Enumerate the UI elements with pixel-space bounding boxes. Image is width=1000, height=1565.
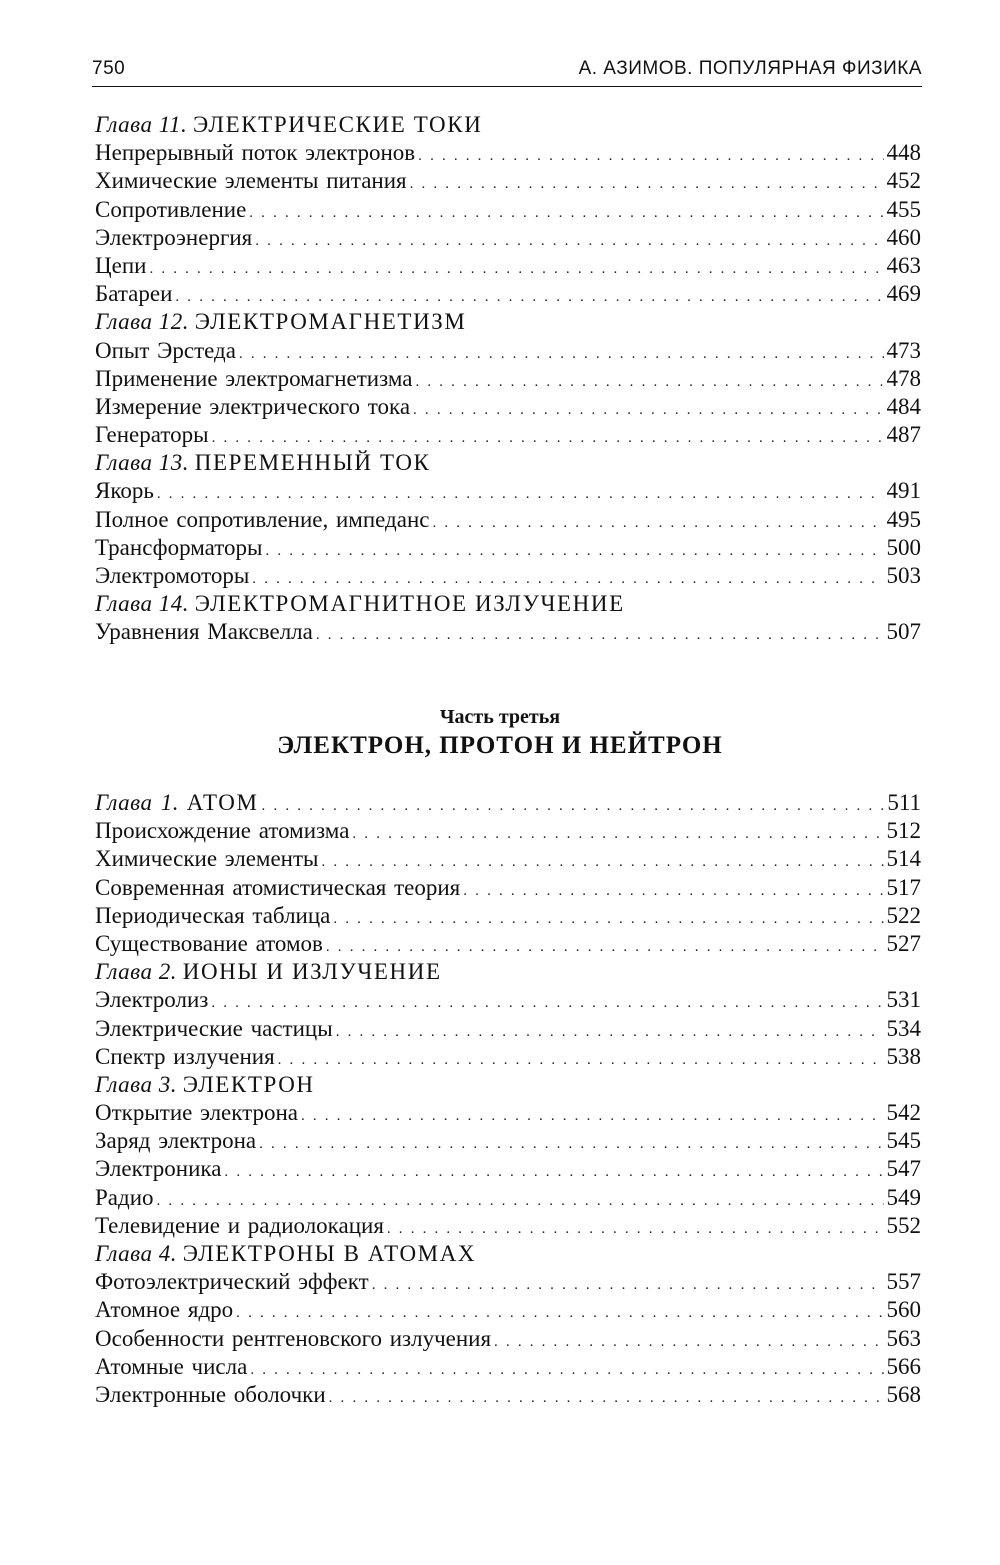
dot-leader xyxy=(372,1271,884,1299)
dot-leader xyxy=(157,1187,884,1215)
toc-entry xyxy=(95,1296,921,1324)
chapter-heading xyxy=(95,590,921,618)
dot-leader xyxy=(259,1130,883,1158)
toc-entry xyxy=(95,337,921,365)
entry-title: Периодическая таблица xyxy=(95,902,331,928)
dot-leader xyxy=(255,227,883,255)
page-number-ref: 495 xyxy=(886,506,921,532)
toc-entry xyxy=(95,506,921,534)
chapter-title: ЭЛЕКТРИЧЕСКИЕ ТОКИ xyxy=(193,112,483,137)
chapter-heading xyxy=(95,308,921,336)
page-number-ref: 538 xyxy=(886,1043,921,1069)
page-number-ref: 478 xyxy=(886,365,921,391)
page-number-ref: 522 xyxy=(886,902,921,928)
entry-title: Химические элементы питания xyxy=(95,168,407,194)
page-number-ref: 500 xyxy=(886,534,921,560)
dot-leader xyxy=(415,368,883,396)
toc-entry xyxy=(95,1099,921,1127)
part-label: Часть третья xyxy=(439,706,561,728)
dot-leader xyxy=(326,933,884,961)
toc-entry xyxy=(95,986,921,1014)
chapter-heading xyxy=(95,449,921,477)
header-rule xyxy=(92,86,922,87)
page-number-ref: 511 xyxy=(887,790,921,815)
toc-entry xyxy=(95,252,921,280)
entry-title: Цепи xyxy=(95,252,147,278)
chapter-title: ЭЛЕКТРОМАГНИТНОЕ ИЗЛУЧЕНИЕ xyxy=(194,591,625,617)
toc-entry xyxy=(95,1015,921,1043)
toc-entry xyxy=(95,196,921,224)
entry-title: Сопротивление xyxy=(95,196,247,222)
part-title: ЭЛЕКТРОН, ПРОТОН И НЕЙТРОН xyxy=(277,732,723,759)
dot-leader xyxy=(410,170,884,198)
toc-entry xyxy=(95,1184,921,1212)
chapter-label: Глава 3. xyxy=(95,1071,177,1097)
entry-title: Атомные числа xyxy=(95,1353,248,1379)
page-number-ref: 503 xyxy=(886,563,921,588)
dot-leader xyxy=(418,142,883,170)
entry-title: Существование атомов xyxy=(95,930,323,956)
toc-entry xyxy=(95,874,921,902)
entry-title: Измерение электрического тока xyxy=(95,393,411,419)
toc-entry xyxy=(95,1268,921,1296)
chapter-label: Глава 12. xyxy=(95,309,189,335)
toc-entry xyxy=(95,1043,921,1071)
page-number-ref: 542 xyxy=(886,1100,921,1126)
page-number-ref: 460 xyxy=(886,224,921,250)
toc-entry xyxy=(95,1127,921,1155)
page-number-ref: 469 xyxy=(886,281,921,307)
dot-leader xyxy=(224,1158,883,1186)
toc-entry xyxy=(95,365,921,393)
toc-section-part-three xyxy=(95,789,921,1409)
entry-title: Электроэнергия xyxy=(95,224,253,250)
dot-leader xyxy=(322,848,884,876)
page-number-ref: 512 xyxy=(886,818,921,844)
dot-leader xyxy=(463,877,883,905)
entry-title: Современная атомистическая теория xyxy=(95,874,461,900)
chapter-title: ЭЛЕКТРОМАГНЕТИЗМ xyxy=(194,309,467,335)
entry-title: Генераторы xyxy=(95,422,209,448)
chapter-label: Глава 2. xyxy=(95,959,177,985)
entry-title: Уравнения Максвелла xyxy=(95,619,313,645)
entry-title: Электролиз xyxy=(95,987,209,1013)
dot-leader xyxy=(212,424,884,452)
page-number-ref: 547 xyxy=(886,1156,921,1182)
dot-leader xyxy=(494,1328,883,1356)
page-number-ref: 560 xyxy=(886,1297,921,1323)
entry-title: Якорь xyxy=(95,478,154,504)
page-number-ref: 527 xyxy=(886,930,921,956)
page-number-ref: 566 xyxy=(886,1353,921,1379)
toc-entry xyxy=(95,477,921,505)
page-number-ref: 517 xyxy=(886,874,921,900)
chapter-heading xyxy=(95,111,921,139)
chapter-heading xyxy=(95,958,921,986)
dot-leader xyxy=(149,255,883,283)
dot-leader xyxy=(211,989,883,1017)
dot-leader xyxy=(316,621,884,649)
entry-title xyxy=(95,789,259,817)
dot-leader xyxy=(301,1102,884,1130)
toc-entry xyxy=(95,421,921,449)
entry-title: Химические элементы xyxy=(95,846,319,872)
dot-leader xyxy=(329,1384,884,1412)
page-number-ref: 448 xyxy=(886,140,921,166)
page-number: 750 xyxy=(92,58,126,79)
toc-entry xyxy=(95,902,921,930)
dot-leader xyxy=(249,199,883,227)
dot-leader xyxy=(250,1356,883,1384)
chapter-label: Глава 4. xyxy=(95,1241,177,1266)
page-number-ref: 491 xyxy=(886,478,921,504)
toc-entry xyxy=(95,1325,921,1353)
page-number-ref: 473 xyxy=(886,337,921,363)
entry-title: Спектр излучения xyxy=(95,1043,275,1069)
chapter-heading xyxy=(95,789,921,817)
chapter-label: Глава 14. xyxy=(95,591,189,617)
page-number-ref: 463 xyxy=(886,252,921,278)
entry-title: Батареи xyxy=(95,281,173,307)
page-number-ref: 549 xyxy=(886,1184,921,1210)
entry-title: Трансформаторы xyxy=(95,534,263,560)
page-number-ref: 514 xyxy=(886,846,921,872)
toc-entry xyxy=(95,1381,921,1409)
toc-entry xyxy=(95,1212,921,1240)
dot-leader xyxy=(432,509,883,537)
toc-entry xyxy=(95,930,921,958)
toc-entry xyxy=(95,280,921,308)
toc-entry xyxy=(95,1353,921,1381)
page-number-ref: 534 xyxy=(886,1015,921,1041)
dot-leader xyxy=(265,537,883,565)
page-number-ref: 545 xyxy=(886,1128,921,1154)
entry-title: Радио xyxy=(95,1184,154,1210)
chapter-title: ИОНЫ И ИЗЛУЧЕНИЕ xyxy=(182,959,442,985)
toc-entry xyxy=(95,393,921,421)
entry-title: Опыт Эрстеда xyxy=(95,337,236,363)
toc-entry xyxy=(95,1155,921,1183)
chapter-heading xyxy=(95,1240,921,1268)
dot-leader xyxy=(352,820,883,848)
dot-leader xyxy=(413,396,883,424)
chapter-title: ЭЛЕКТРОНЫ В АТОМАХ xyxy=(182,1241,477,1266)
toc-entry xyxy=(95,139,921,167)
toc-entry xyxy=(95,618,921,646)
running-title: А. АЗИМОВ. ПОПУЛЯРНАЯ ФИЗИКА xyxy=(578,58,922,79)
entry-title: Атомное ядро xyxy=(95,1297,234,1323)
dot-leader xyxy=(262,792,885,820)
toc-entry xyxy=(95,224,921,252)
toc-entry xyxy=(95,534,921,562)
entry-title: Применение электромагнетизма xyxy=(95,365,413,391)
page-number-ref: 484 xyxy=(886,393,921,419)
chapter-label: Глава 13. xyxy=(95,450,189,476)
entry-title: Фотоэлектрический эффект xyxy=(95,1269,369,1295)
dot-leader xyxy=(278,1046,884,1074)
entry-title: Непрерывный поток электронов xyxy=(95,140,416,166)
toc-entry xyxy=(95,817,921,845)
entry-title: Полное сопротивление, импеданс xyxy=(95,506,430,532)
page-number-ref: 487 xyxy=(886,422,921,448)
dot-leader xyxy=(387,1215,884,1243)
dot-leader xyxy=(252,565,883,593)
chapter-title: АТОМ xyxy=(186,790,259,815)
toc-entry xyxy=(95,167,921,195)
page-number-ref: 557 xyxy=(886,1269,921,1295)
toc-section-part-two xyxy=(95,111,921,647)
page-number-ref: 455 xyxy=(886,196,921,222)
chapter-heading xyxy=(95,1071,921,1099)
entry-title: Происхождение атомизма xyxy=(95,818,350,844)
toc-entry xyxy=(95,845,921,873)
entry-title: Заряд электрона xyxy=(95,1128,257,1154)
page-number-ref: 568 xyxy=(886,1381,921,1407)
entry-title: Открытие электрона xyxy=(95,1100,298,1126)
chapter-label: Глава 1. xyxy=(95,790,179,815)
chapter-label: Глава 11. xyxy=(95,112,188,137)
entry-title: Особенности рентгеновского излучения xyxy=(95,1325,492,1351)
dot-leader xyxy=(336,1018,884,1046)
entry-title: Телевидение и радиолокация xyxy=(95,1212,384,1238)
chapter-title: ПЕРЕМЕННЫЙ ТОК xyxy=(194,450,431,476)
toc-entry xyxy=(95,562,921,590)
page-number-ref: 452 xyxy=(886,168,921,194)
dot-leader xyxy=(239,340,884,368)
entry-title: Электроника xyxy=(95,1156,222,1182)
dot-leader xyxy=(157,480,884,508)
chapter-title: ЭЛЕКТРОН xyxy=(182,1071,315,1097)
entry-title: Электромоторы xyxy=(95,563,250,588)
page-number-ref: 552 xyxy=(886,1212,921,1238)
page-number-ref: 563 xyxy=(886,1325,921,1351)
page-number-ref: 507 xyxy=(886,619,921,645)
dot-leader xyxy=(333,905,883,933)
page-header xyxy=(92,54,922,86)
page-number-ref: 531 xyxy=(886,987,921,1013)
entry-title: Электронные оболочки xyxy=(95,1381,326,1407)
entry-title: Электрические частицы xyxy=(95,1015,333,1041)
dot-leader xyxy=(175,283,883,311)
dot-leader xyxy=(236,1299,883,1327)
